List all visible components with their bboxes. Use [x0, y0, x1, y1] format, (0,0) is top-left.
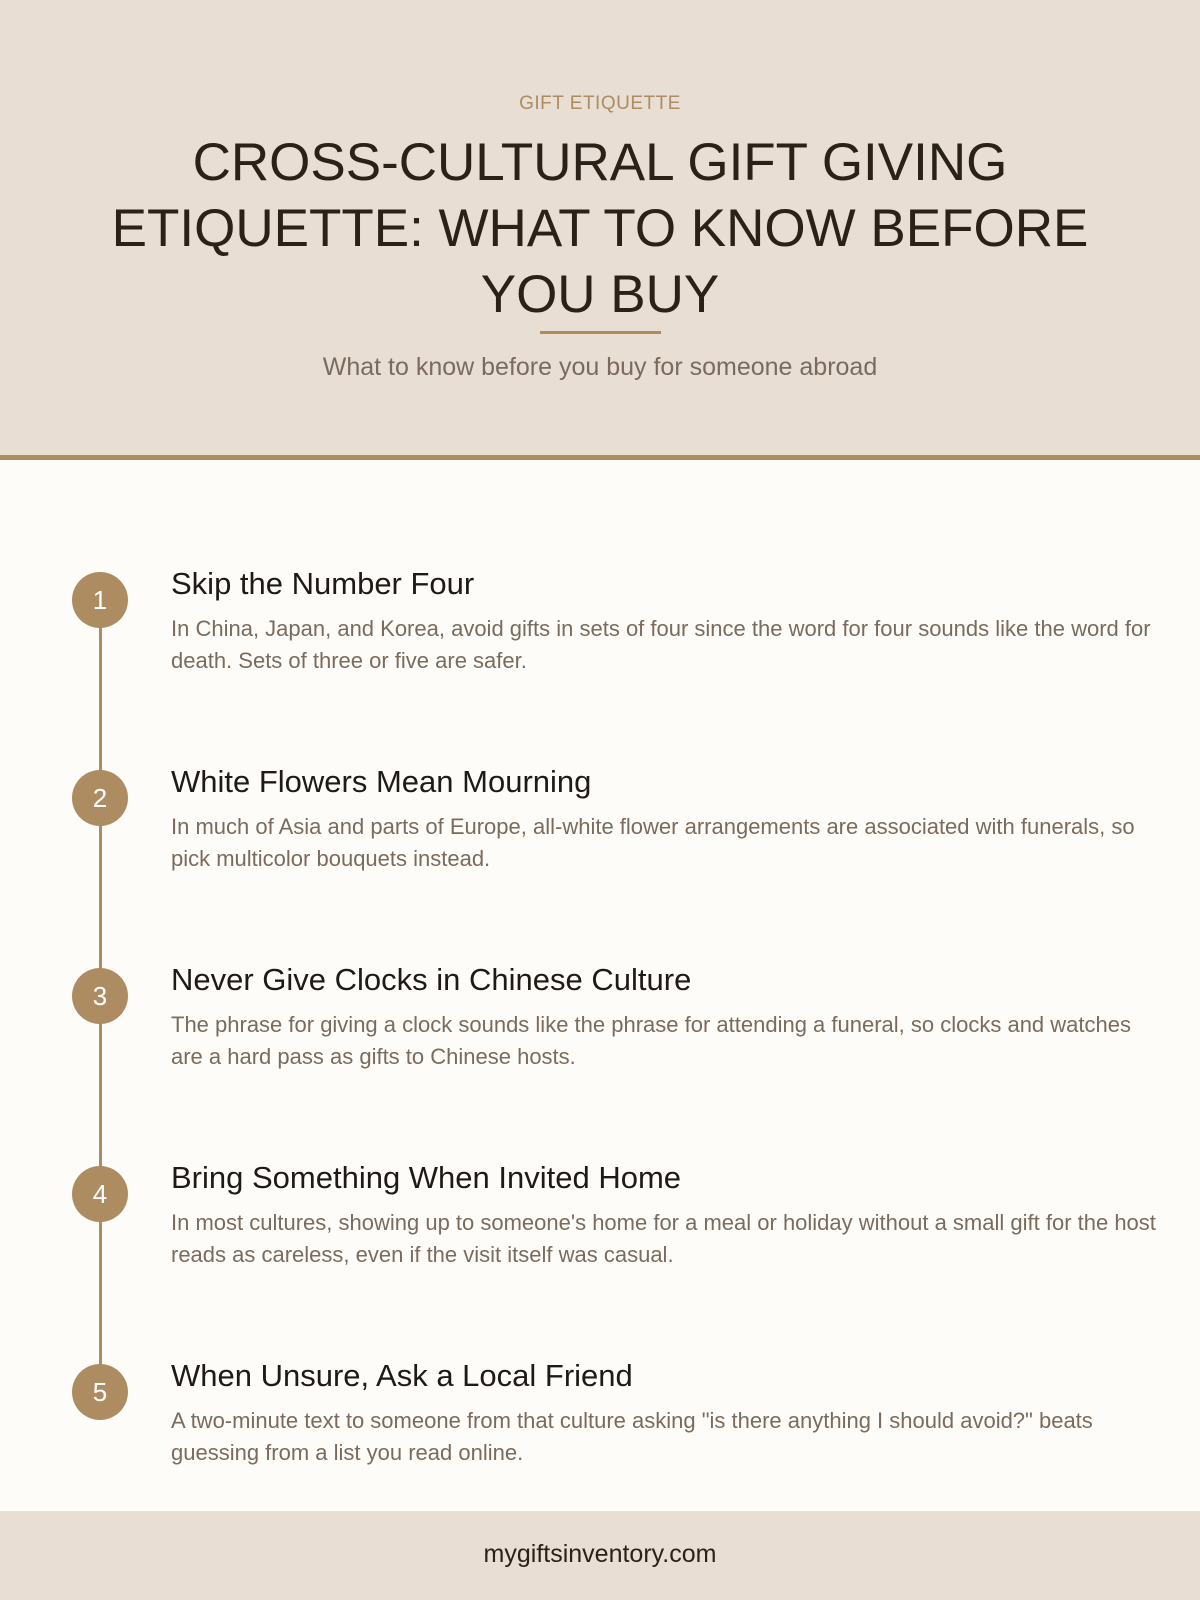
tips-timeline	[0, 460, 1200, 1510]
step-number-badge: 5	[72, 1364, 128, 1420]
step-number-badge: 1	[72, 572, 128, 628]
step-number-badge: 2	[72, 770, 128, 826]
page-title: CROSS-CULTURAL GIFT GIVING ETIQUETTE: WHAT TO KNOW BEFORE YOU BUY	[111, 133, 1089, 324]
tip-description: The phrase for giving a clock sounds like the phrase for attending a funeral, so clocks and watches are a hard pass as gifts to Chinese hosts.	[171, 1012, 1131, 1069]
page-header	[0, 0, 1200, 460]
step-number-badge: 3	[72, 968, 128, 1024]
tip-description: In much of Asia and parts of Europe, all-white flower arrangements are associated with funerals, so pick multicolor bouquets instead.	[171, 814, 1135, 871]
category-label: GIFT ETIQUETTE	[519, 93, 681, 114]
title-divider	[540, 331, 661, 334]
page-subtitle: What to know before you buy for someone abroad	[322, 353, 878, 381]
page-footer	[0, 1511, 1200, 1600]
tip-description: A two-minute text to someone from that culture asking "is there anything I should avoid?" beats guessing from a list you read online.	[171, 1408, 1093, 1465]
tip-title: White Flowers Mean Mourning	[171, 764, 592, 799]
site-url: mygiftsinventory.com	[483, 1540, 717, 1568]
tip-title: When Unsure, Ask a Local Friend	[171, 1358, 633, 1393]
tip-description: In most cultures, showing up to someone's home for a meal or holiday without a small gift for the host reads as careless, even if the visit itself was casual.	[171, 1210, 1156, 1267]
tip-title: Bring Something When Invited Home	[171, 1160, 682, 1195]
tip-description: In China, Japan, and Korea, avoid gifts in sets of four since the word for four sounds like the word for death. Sets of three or five are safer.	[171, 616, 1151, 673]
tip-title: Skip the Number Four	[171, 566, 475, 601]
tip-title: Never Give Clocks in Chinese Culture	[171, 962, 692, 997]
step-number-badge: 4	[72, 1166, 128, 1222]
